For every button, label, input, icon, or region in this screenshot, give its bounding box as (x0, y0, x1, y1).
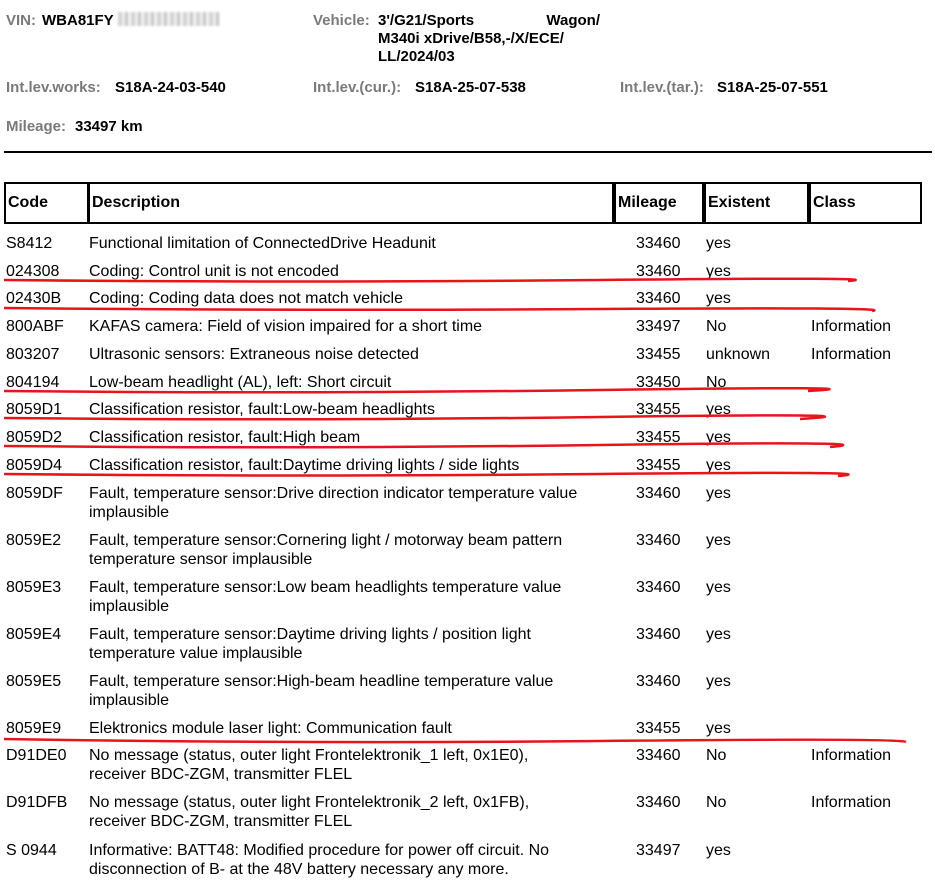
intlev-works-label: Int.lev.works: (6, 79, 101, 96)
cell-existent: yes (706, 457, 731, 474)
cell-mileage: 33460 (636, 747, 681, 764)
cell-description: Fault, temperature sensor:High-beam headline temperature value implausible (89, 673, 554, 709)
cell-existent: yes (706, 290, 731, 307)
cell-code: 8059D1 (6, 401, 63, 418)
cell-description: Informative: BATT48: Modified procedure for power off circuit. No disconnection of B- at the 48V battery necessary any more. (89, 842, 550, 878)
cell-description: Fault, temperature sensor:Cornering light / motorway beam pattern temperature sensor implausible (89, 532, 563, 568)
cell-description: No message (status, outer light Frontelektronik_2 left, 0x1FB), receiver BDC-ZGM, transmitter FLEL (89, 794, 530, 830)
cell-code: D91DE0 (6, 747, 67, 764)
cell-description: Classification resistor, fault:Daytime driving lights / side lights (89, 457, 520, 474)
cell-description: Coding: Control unit is not encoded (89, 263, 339, 280)
cell-existent: yes (706, 842, 731, 859)
vehicle-line1-a: 3'/G21/Sports (378, 12, 475, 29)
col-header-existent: Existent (704, 182, 809, 224)
cell-existent: No (706, 374, 727, 391)
cell-mileage: 33460 (636, 794, 681, 811)
cell-code: D91DFB (6, 794, 68, 811)
cell-existent: unknown (706, 346, 771, 363)
mileage-label: Mileage: (6, 118, 67, 135)
cell-existent: No (706, 318, 727, 335)
vin-label: VIN: (6, 12, 36, 29)
cell-code: S8412 (6, 235, 53, 252)
col-header-description: Description (88, 182, 614, 224)
cell-code: 800ABF (6, 318, 64, 335)
cell-code: 024308 (6, 263, 60, 280)
cell-code: 8059E3 (6, 579, 62, 596)
cell-description: Fault, temperature sensor:Low beam headlights temperature value implausible (89, 579, 562, 615)
cell-description: Low-beam headlight (AL), left: Short circuit (89, 374, 392, 391)
vehicle-line3: LL/2024/03 (378, 48, 455, 65)
cell-code: 8059E2 (6, 532, 62, 549)
cell-description: KAFAS camera: Field of vision impaired for a short time (89, 318, 483, 335)
vehicle-label: Vehicle: (313, 12, 370, 29)
vehicle-line1-b: Wagon/ (546, 12, 600, 29)
cell-mileage: 33455 (636, 457, 681, 474)
cell-existent: yes (706, 532, 731, 549)
vin-redaction (118, 12, 220, 26)
cell-existent: yes (706, 429, 731, 446)
cell-mileage: 33450 (636, 374, 681, 391)
cell-description: Functional limitation of ConnectedDrive Headunit (89, 235, 436, 252)
cell-description: Fault, temperature sensor:Drive direction indicator temperature value implausible (89, 485, 578, 521)
intlev-cur-label: Int.lev.(cur.): (313, 79, 402, 96)
cell-existent: yes (706, 401, 731, 418)
header-divider (4, 151, 932, 153)
col-header-mileage: Mileage (614, 182, 704, 224)
cell-existent: yes (706, 579, 731, 596)
cell-mileage: 33455 (636, 346, 681, 363)
cell-mileage: 33455 (636, 401, 681, 418)
cell-code: 8059D2 (6, 429, 63, 446)
cell-code: 804194 (6, 374, 60, 391)
cell-mileage: 33455 (636, 429, 681, 446)
red-underline (4, 308, 874, 311)
red-underline (4, 739, 906, 742)
cell-mileage: 33460 (636, 532, 681, 549)
cell-existent: yes (706, 263, 731, 280)
cell-code: 8059DF (6, 485, 63, 502)
intlev-tar-label: Int.lev.(tar.): (620, 79, 704, 96)
cell-description: No message (status, outer light Frontelektronik_1 left, 0x1E0), receiver BDC-ZGM, transmitter FLEL (89, 747, 529, 783)
cell-class: Information (811, 794, 892, 811)
cell-description: Elektronics module laser light: Communication fault (89, 720, 452, 737)
cell-class: Information (811, 318, 892, 335)
mileage-value: 33497 km (75, 118, 143, 135)
cell-mileage: 33460 (636, 579, 681, 596)
cell-code: 8059D4 (6, 457, 63, 474)
cell-mileage: 33460 (636, 263, 681, 280)
cell-existent: yes (706, 235, 731, 252)
cell-mileage: 33460 (636, 290, 681, 307)
cell-mileage: 33460 (636, 485, 681, 502)
vin-value: WBA81FY (42, 12, 114, 29)
cell-existent: No (706, 794, 727, 811)
cell-description: Ultrasonic sensors: Extraneous noise detected (89, 346, 419, 363)
cell-mileage: 33497 (636, 318, 681, 335)
intlev-tar-value: S18A-25-07-551 (717, 79, 828, 96)
cell-mileage: 33497 (636, 842, 681, 859)
cell-class: Information (811, 346, 892, 363)
cell-existent: yes (706, 673, 731, 690)
cell-class: Information (811, 747, 892, 764)
cell-code: 8059E9 (6, 720, 62, 737)
cell-code: 8059E5 (6, 673, 62, 690)
cell-description: Classification resistor, fault:High beam (89, 429, 361, 446)
col-header-code: Code (4, 182, 89, 224)
cell-code: 8059E4 (6, 626, 62, 643)
intlev-cur-value: S18A-25-07-538 (415, 79, 526, 96)
cell-existent: yes (706, 626, 731, 643)
cell-existent: No (706, 747, 727, 764)
cell-existent: yes (706, 485, 731, 502)
vehicle-value (378, 12, 600, 66)
cell-mileage: 33460 (636, 626, 681, 643)
cell-code: 02430B (6, 290, 62, 307)
cell-code: 803207 (6, 346, 60, 363)
cell-description: Fault, temperature sensor:Daytime driving lights / position light temperature value implausible (89, 626, 531, 662)
col-header-class: Class (809, 182, 922, 224)
cell-mileage: 33460 (636, 673, 681, 690)
vehicle-line2: M340i xDrive/B58,-/X/ECE/ (378, 30, 564, 47)
intlev-works-value: S18A-24-03-540 (115, 79, 226, 96)
cell-existent: yes (706, 720, 731, 737)
cell-mileage: 33455 (636, 720, 681, 737)
cell-description: Classification resistor, fault:Low-beam headlights (89, 401, 435, 418)
cell-code: S 0944 (6, 842, 57, 859)
cell-description: Coding: Coding data does not match vehicle (89, 290, 403, 307)
cell-mileage: 33460 (636, 235, 681, 252)
